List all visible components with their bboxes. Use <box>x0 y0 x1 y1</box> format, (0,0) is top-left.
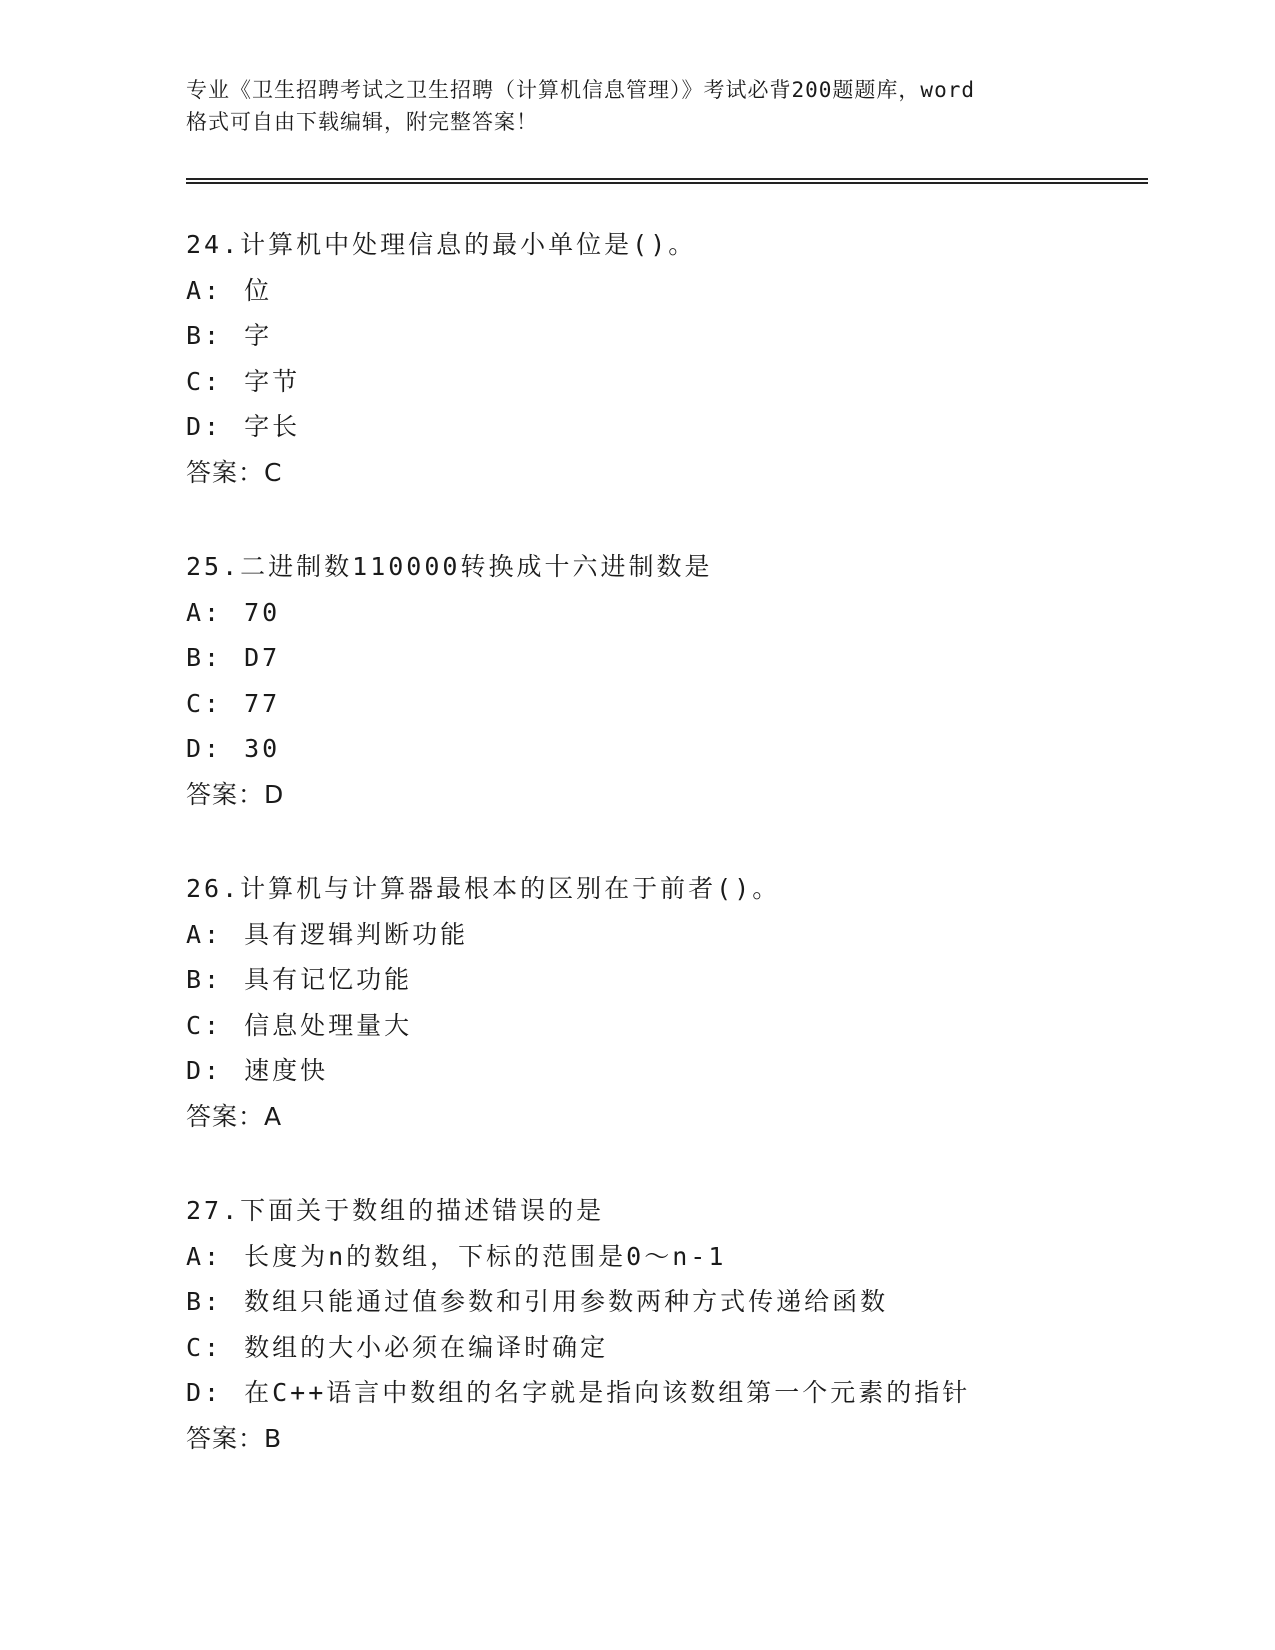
option-key: C: <box>186 366 223 396</box>
option-b <box>186 1279 1186 1325</box>
option-key: A: <box>186 597 223 627</box>
option-key: B: <box>186 643 223 673</box>
option-d <box>186 1048 1186 1094</box>
option-a <box>186 268 1186 314</box>
option-key: D: <box>186 412 223 442</box>
option-d <box>186 404 1186 450</box>
option-text: 数组的大小必须在编译时确定 <box>244 1332 609 1362</box>
option-text: 数组只能通过值参数和引用参数两种方式传递给函数 <box>244 1287 889 1317</box>
option-c <box>186 359 1186 405</box>
header-line-1: 专业《卫生招聘考试之卫生招聘（计算机信息管理）》考试必背200题题库，word <box>186 78 975 102</box>
question-27 <box>186 1188 1186 1462</box>
header-divider-bottom <box>186 182 1148 184</box>
option-text: 速度快 <box>244 1056 329 1086</box>
question-stem: 27.下面关于数组的描述错误的是 <box>186 1196 605 1225</box>
option-key: A: <box>186 919 223 949</box>
option-text: 30 <box>244 734 281 764</box>
option-text: 具有记忆功能 <box>244 965 413 995</box>
answer-line: 答案：A <box>186 1101 283 1131</box>
question-stem: 24.计算机中处理信息的最小单位是()。 <box>186 230 697 259</box>
option-d <box>186 726 1186 772</box>
option-key: D: <box>186 1378 223 1408</box>
option-text: 字 <box>244 321 273 351</box>
option-b <box>186 635 1186 681</box>
header-line-2: 格式可自由下载编辑，附完整答案！ <box>186 110 538 134</box>
option-a <box>186 590 1186 636</box>
option-a <box>186 1234 1186 1280</box>
option-key: C: <box>186 1332 223 1362</box>
option-text: 字节 <box>244 366 301 396</box>
option-text: 长度为n的数组，下标的范围是0～n-1 <box>244 1241 727 1271</box>
option-text: 位 <box>244 275 273 305</box>
option-text: 在C++语言中数组的名字就是指向该数组第一个元素的指针 <box>244 1378 971 1408</box>
question-stem: 26.计算机与计算器最根本的区别在于前者()。 <box>186 874 781 903</box>
option-text: D7 <box>244 643 281 673</box>
option-key: C: <box>186 1010 223 1040</box>
option-key: A: <box>186 1241 223 1271</box>
option-text: 字长 <box>244 412 301 442</box>
option-key: B: <box>186 1287 223 1317</box>
option-text: 具有逻辑判断功能 <box>244 919 469 949</box>
option-text: 信息处理量大 <box>244 1010 413 1040</box>
option-d <box>186 1370 1186 1416</box>
option-key: C: <box>186 688 223 718</box>
option-text: 77 <box>244 688 281 718</box>
option-key: A: <box>186 275 223 305</box>
document-header <box>186 74 1086 138</box>
option-key: B: <box>186 965 223 995</box>
question-24 <box>186 222 1186 496</box>
option-c <box>186 1325 1186 1371</box>
question-25 <box>186 544 1186 818</box>
option-key: D: <box>186 734 223 764</box>
option-c <box>186 681 1186 727</box>
question-26 <box>186 866 1186 1140</box>
option-a <box>186 912 1186 958</box>
option-key: D: <box>186 1056 223 1086</box>
answer-line: 答案：D <box>186 779 285 809</box>
option-b <box>186 957 1186 1003</box>
answer-line: 答案：C <box>186 457 283 487</box>
option-text: 70 <box>244 597 281 627</box>
header-divider-top <box>186 178 1148 180</box>
answer-line: 答案：B <box>186 1423 283 1453</box>
option-c <box>186 1003 1186 1049</box>
option-key: B: <box>186 321 223 351</box>
question-stem: 25.二进制数110000转换成十六进制数是 <box>186 552 713 581</box>
option-b <box>186 313 1186 359</box>
